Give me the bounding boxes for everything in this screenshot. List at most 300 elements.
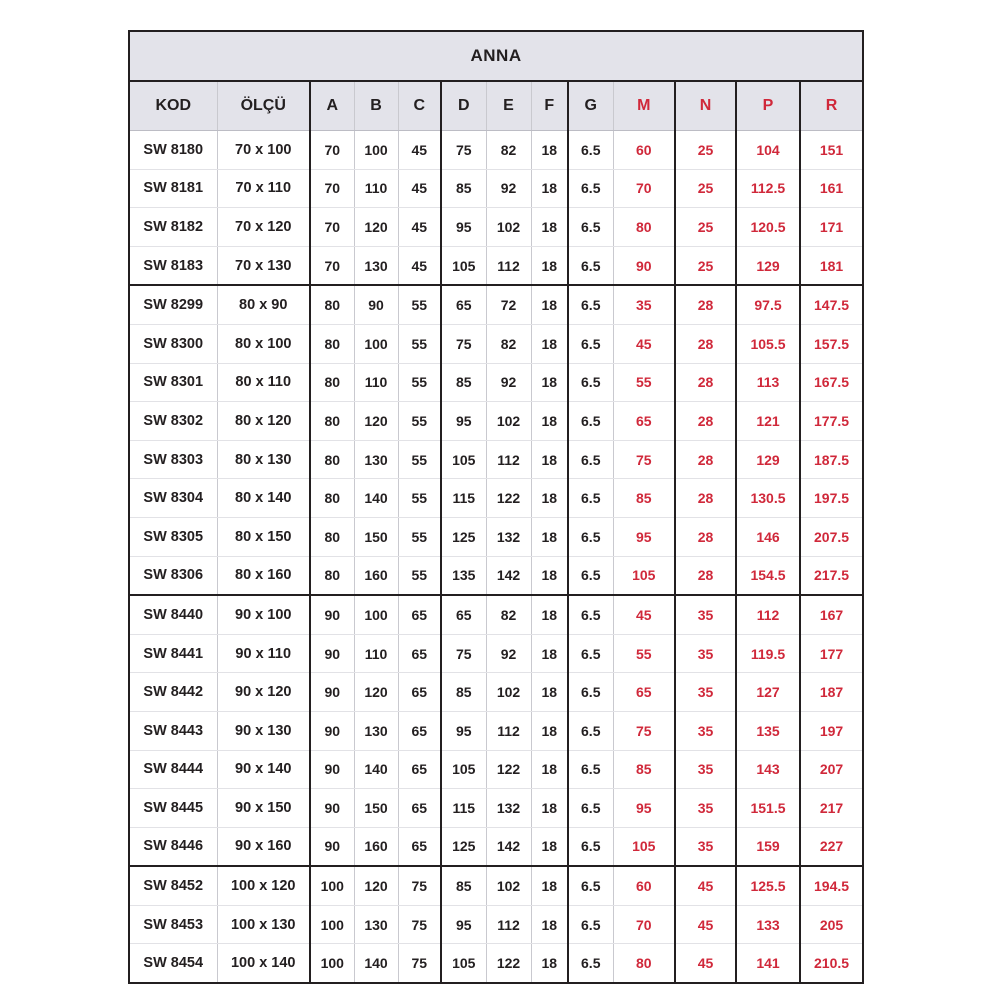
cell-d: 85 — [441, 866, 486, 905]
table-row — [129, 479, 863, 518]
cell-c: 45 — [398, 131, 441, 170]
cell-r: 151 — [800, 131, 863, 170]
cell-e: 82 — [486, 324, 531, 363]
cell-m: 105 — [613, 556, 675, 595]
cell-a: 80 — [310, 363, 354, 402]
cell-c: 55 — [398, 324, 441, 363]
cell-c: 55 — [398, 556, 441, 595]
cell-d: 75 — [441, 324, 486, 363]
cell-p: 146 — [736, 517, 800, 556]
cell-r: 205 — [800, 905, 863, 944]
cell-g: 6.5 — [568, 711, 613, 750]
cell-p: 151.5 — [736, 789, 800, 828]
cell-p: 112 — [736, 595, 800, 634]
cell-kod: SW 8444 — [129, 750, 217, 789]
cell-b: 130 — [354, 711, 398, 750]
cell-e: 142 — [486, 556, 531, 595]
cell-kod: SW 8443 — [129, 711, 217, 750]
cell-g: 6.5 — [568, 634, 613, 673]
cell-a: 100 — [310, 866, 354, 905]
cell-n: 35 — [675, 827, 736, 866]
cell-f: 18 — [531, 711, 568, 750]
cell-c: 65 — [398, 634, 441, 673]
cell-olcu: 90 x 140 — [217, 750, 310, 789]
cell-kod: SW 8440 — [129, 595, 217, 634]
cell-f: 18 — [531, 324, 568, 363]
table-row — [129, 363, 863, 402]
table-row — [129, 324, 863, 363]
cell-b: 120 — [354, 866, 398, 905]
cell-b: 100 — [354, 595, 398, 634]
cell-m: 95 — [613, 789, 675, 828]
column-header-n: N — [675, 81, 736, 131]
table-row — [129, 634, 863, 673]
cell-c: 55 — [398, 402, 441, 441]
cell-olcu: 90 x 150 — [217, 789, 310, 828]
cell-d: 115 — [441, 789, 486, 828]
table-title-row — [129, 31, 863, 81]
cell-m: 75 — [613, 440, 675, 479]
cell-a: 90 — [310, 673, 354, 712]
cell-g: 6.5 — [568, 944, 613, 983]
cell-e: 92 — [486, 634, 531, 673]
cell-d: 95 — [441, 711, 486, 750]
cell-f: 18 — [531, 944, 568, 983]
cell-p: 105.5 — [736, 324, 800, 363]
cell-r: 217.5 — [800, 556, 863, 595]
cell-g: 6.5 — [568, 402, 613, 441]
cell-r: 187 — [800, 673, 863, 712]
cell-g: 6.5 — [568, 905, 613, 944]
cell-n: 25 — [675, 246, 736, 285]
cell-a: 100 — [310, 905, 354, 944]
cell-g: 6.5 — [568, 789, 613, 828]
cell-r: 187.5 — [800, 440, 863, 479]
cell-kod: SW 8445 — [129, 789, 217, 828]
cell-r: 177.5 — [800, 402, 863, 441]
column-header-kod: KOD — [129, 81, 217, 131]
cell-m: 80 — [613, 944, 675, 983]
cell-olcu: 80 x 150 — [217, 517, 310, 556]
cell-p: 104 — [736, 131, 800, 170]
table-row — [129, 711, 863, 750]
specification-table-container — [128, 30, 862, 984]
cell-a: 100 — [310, 944, 354, 983]
cell-m: 70 — [613, 905, 675, 944]
cell-c: 55 — [398, 363, 441, 402]
cell-b: 140 — [354, 750, 398, 789]
cell-r: 194.5 — [800, 866, 863, 905]
cell-n: 35 — [675, 634, 736, 673]
cell-r: 177 — [800, 634, 863, 673]
cell-d: 95 — [441, 402, 486, 441]
cell-a: 90 — [310, 595, 354, 634]
cell-kod: SW 8452 — [129, 866, 217, 905]
cell-p: 120.5 — [736, 208, 800, 247]
cell-a: 90 — [310, 750, 354, 789]
cell-n: 28 — [675, 556, 736, 595]
cell-m: 75 — [613, 711, 675, 750]
cell-m: 45 — [613, 324, 675, 363]
cell-c: 55 — [398, 517, 441, 556]
table-row — [129, 131, 863, 170]
cell-n: 45 — [675, 944, 736, 983]
cell-f: 18 — [531, 905, 568, 944]
cell-e: 82 — [486, 131, 531, 170]
cell-r: 171 — [800, 208, 863, 247]
table-row — [129, 402, 863, 441]
cell-d: 105 — [441, 246, 486, 285]
cell-p: 130.5 — [736, 479, 800, 518]
cell-m: 95 — [613, 517, 675, 556]
cell-c: 65 — [398, 750, 441, 789]
cell-m: 85 — [613, 750, 675, 789]
cell-kod: SW 8299 — [129, 285, 217, 324]
cell-olcu: 70 x 120 — [217, 208, 310, 247]
cell-g: 6.5 — [568, 285, 613, 324]
cell-r: 207.5 — [800, 517, 863, 556]
cell-m: 85 — [613, 479, 675, 518]
cell-kod: SW 8446 — [129, 827, 217, 866]
cell-f: 18 — [531, 673, 568, 712]
cell-d: 75 — [441, 634, 486, 673]
cell-c: 65 — [398, 827, 441, 866]
cell-m: 65 — [613, 402, 675, 441]
cell-d: 105 — [441, 944, 486, 983]
cell-a: 90 — [310, 789, 354, 828]
cell-d: 105 — [441, 750, 486, 789]
cell-f: 18 — [531, 595, 568, 634]
column-header-m: M — [613, 81, 675, 131]
cell-g: 6.5 — [568, 750, 613, 789]
cell-p: 113 — [736, 363, 800, 402]
cell-f: 18 — [531, 866, 568, 905]
cell-p: 143 — [736, 750, 800, 789]
cell-f: 18 — [531, 208, 568, 247]
column-header-f: F — [531, 81, 568, 131]
cell-olcu: 100 x 120 — [217, 866, 310, 905]
cell-g: 6.5 — [568, 324, 613, 363]
table-row — [129, 246, 863, 285]
cell-g: 6.5 — [568, 866, 613, 905]
cell-p: 125.5 — [736, 866, 800, 905]
table-title: ANNA — [129, 31, 863, 81]
column-header-d: D — [441, 81, 486, 131]
cell-b: 150 — [354, 517, 398, 556]
cell-p: 129 — [736, 246, 800, 285]
cell-d: 115 — [441, 479, 486, 518]
cell-e: 92 — [486, 363, 531, 402]
cell-kod: SW 8441 — [129, 634, 217, 673]
cell-d: 85 — [441, 363, 486, 402]
table-row — [129, 673, 863, 712]
cell-b: 90 — [354, 285, 398, 324]
cell-f: 18 — [531, 402, 568, 441]
cell-n: 35 — [675, 595, 736, 634]
cell-d: 135 — [441, 556, 486, 595]
cell-g: 6.5 — [568, 246, 613, 285]
cell-olcu: 90 x 120 — [217, 673, 310, 712]
cell-d: 125 — [441, 827, 486, 866]
cell-olcu: 70 x 100 — [217, 131, 310, 170]
cell-a: 80 — [310, 324, 354, 363]
cell-f: 18 — [531, 556, 568, 595]
cell-kod: SW 8181 — [129, 169, 217, 208]
cell-olcu: 80 x 140 — [217, 479, 310, 518]
table-row — [129, 285, 863, 324]
cell-b: 100 — [354, 324, 398, 363]
cell-a: 90 — [310, 634, 354, 673]
cell-a: 70 — [310, 169, 354, 208]
cell-e: 112 — [486, 905, 531, 944]
cell-kod: SW 8182 — [129, 208, 217, 247]
column-header-olcu: ÖLÇÜ — [217, 81, 310, 131]
cell-d: 95 — [441, 208, 486, 247]
cell-olcu: 80 x 110 — [217, 363, 310, 402]
cell-olcu: 80 x 120 — [217, 402, 310, 441]
cell-e: 122 — [486, 944, 531, 983]
column-header-row — [129, 81, 863, 131]
cell-n: 28 — [675, 363, 736, 402]
cell-e: 102 — [486, 208, 531, 247]
cell-n: 28 — [675, 479, 736, 518]
cell-g: 6.5 — [568, 479, 613, 518]
cell-b: 140 — [354, 944, 398, 983]
cell-c: 75 — [398, 944, 441, 983]
cell-e: 92 — [486, 169, 531, 208]
cell-m: 80 — [613, 208, 675, 247]
cell-m: 65 — [613, 673, 675, 712]
cell-kod: SW 8300 — [129, 324, 217, 363]
cell-g: 6.5 — [568, 363, 613, 402]
cell-n: 45 — [675, 866, 736, 905]
cell-n: 25 — [675, 169, 736, 208]
cell-olcu: 90 x 100 — [217, 595, 310, 634]
table-row — [129, 944, 863, 983]
cell-r: 157.5 — [800, 324, 863, 363]
cell-p: 121 — [736, 402, 800, 441]
cell-olcu: 100 x 130 — [217, 905, 310, 944]
cell-g: 6.5 — [568, 208, 613, 247]
cell-olcu: 80 x 100 — [217, 324, 310, 363]
table-header — [129, 31, 863, 131]
cell-f: 18 — [531, 634, 568, 673]
cell-e: 142 — [486, 827, 531, 866]
cell-r: 217 — [800, 789, 863, 828]
cell-r: 207 — [800, 750, 863, 789]
cell-e: 72 — [486, 285, 531, 324]
cell-a: 80 — [310, 402, 354, 441]
cell-f: 18 — [531, 363, 568, 402]
cell-b: 150 — [354, 789, 398, 828]
cell-c: 65 — [398, 595, 441, 634]
cell-n: 35 — [675, 789, 736, 828]
cell-f: 18 — [531, 169, 568, 208]
table-row — [129, 208, 863, 247]
cell-b: 160 — [354, 556, 398, 595]
cell-kod: SW 8306 — [129, 556, 217, 595]
cell-d: 65 — [441, 595, 486, 634]
cell-m: 55 — [613, 634, 675, 673]
cell-g: 6.5 — [568, 131, 613, 170]
cell-m: 55 — [613, 363, 675, 402]
cell-b: 110 — [354, 363, 398, 402]
cell-olcu: 70 x 110 — [217, 169, 310, 208]
cell-c: 65 — [398, 673, 441, 712]
column-header-b: B — [354, 81, 398, 131]
cell-f: 18 — [531, 440, 568, 479]
cell-d: 105 — [441, 440, 486, 479]
cell-d: 75 — [441, 131, 486, 170]
table-row — [129, 440, 863, 479]
cell-n: 28 — [675, 440, 736, 479]
cell-p: 159 — [736, 827, 800, 866]
cell-a: 70 — [310, 246, 354, 285]
cell-g: 6.5 — [568, 595, 613, 634]
cell-kod: SW 8301 — [129, 363, 217, 402]
cell-n: 35 — [675, 673, 736, 712]
cell-b: 130 — [354, 246, 398, 285]
cell-a: 70 — [310, 208, 354, 247]
cell-r: 167.5 — [800, 363, 863, 402]
cell-e: 102 — [486, 866, 531, 905]
table-row — [129, 905, 863, 944]
cell-f: 18 — [531, 750, 568, 789]
cell-olcu: 90 x 130 — [217, 711, 310, 750]
cell-p: 133 — [736, 905, 800, 944]
table-row — [129, 866, 863, 905]
cell-kod: SW 8442 — [129, 673, 217, 712]
column-header-r: R — [800, 81, 863, 131]
cell-b: 120 — [354, 673, 398, 712]
cell-kod: SW 8302 — [129, 402, 217, 441]
product-dimensions-table — [128, 30, 864, 984]
column-header-a: A — [310, 81, 354, 131]
cell-c: 65 — [398, 789, 441, 828]
cell-e: 112 — [486, 440, 531, 479]
cell-e: 122 — [486, 750, 531, 789]
cell-olcu: 80 x 160 — [217, 556, 310, 595]
cell-kod: SW 8453 — [129, 905, 217, 944]
cell-n: 35 — [675, 711, 736, 750]
cell-e: 102 — [486, 673, 531, 712]
cell-e: 102 — [486, 402, 531, 441]
cell-e: 82 — [486, 595, 531, 634]
cell-b: 130 — [354, 905, 398, 944]
cell-g: 6.5 — [568, 169, 613, 208]
cell-n: 28 — [675, 517, 736, 556]
cell-g: 6.5 — [568, 827, 613, 866]
cell-c: 55 — [398, 479, 441, 518]
cell-p: 97.5 — [736, 285, 800, 324]
cell-n: 28 — [675, 324, 736, 363]
cell-r: 197 — [800, 711, 863, 750]
table-row — [129, 827, 863, 866]
cell-b: 160 — [354, 827, 398, 866]
cell-a: 80 — [310, 479, 354, 518]
table-row — [129, 789, 863, 828]
column-header-p: P — [736, 81, 800, 131]
cell-a: 90 — [310, 711, 354, 750]
column-header-g: G — [568, 81, 613, 131]
cell-kod: SW 8180 — [129, 131, 217, 170]
cell-p: 154.5 — [736, 556, 800, 595]
cell-e: 132 — [486, 517, 531, 556]
cell-e: 122 — [486, 479, 531, 518]
cell-n: 25 — [675, 131, 736, 170]
table-row — [129, 595, 863, 634]
cell-olcu: 90 x 160 — [217, 827, 310, 866]
cell-p: 129 — [736, 440, 800, 479]
cell-b: 120 — [354, 208, 398, 247]
column-header-e: E — [486, 81, 531, 131]
cell-c: 45 — [398, 208, 441, 247]
cell-c: 65 — [398, 711, 441, 750]
cell-c: 55 — [398, 440, 441, 479]
cell-a: 90 — [310, 827, 354, 866]
cell-n: 28 — [675, 402, 736, 441]
cell-r: 167 — [800, 595, 863, 634]
cell-f: 18 — [531, 517, 568, 556]
cell-e: 112 — [486, 246, 531, 285]
cell-m: 60 — [613, 131, 675, 170]
column-header-c: C — [398, 81, 441, 131]
cell-olcu: 100 x 140 — [217, 944, 310, 983]
cell-a: 80 — [310, 440, 354, 479]
cell-f: 18 — [531, 246, 568, 285]
cell-b: 100 — [354, 131, 398, 170]
cell-r: 227 — [800, 827, 863, 866]
cell-d: 125 — [441, 517, 486, 556]
cell-kod: SW 8183 — [129, 246, 217, 285]
cell-f: 18 — [531, 789, 568, 828]
cell-m: 90 — [613, 246, 675, 285]
cell-r: 161 — [800, 169, 863, 208]
cell-f: 18 — [531, 479, 568, 518]
cell-n: 28 — [675, 285, 736, 324]
cell-m: 35 — [613, 285, 675, 324]
cell-g: 6.5 — [568, 517, 613, 556]
cell-b: 110 — [354, 634, 398, 673]
cell-g: 6.5 — [568, 556, 613, 595]
cell-c: 55 — [398, 285, 441, 324]
cell-b: 110 — [354, 169, 398, 208]
cell-p: 135 — [736, 711, 800, 750]
cell-p: 127 — [736, 673, 800, 712]
cell-f: 18 — [531, 285, 568, 324]
cell-d: 95 — [441, 905, 486, 944]
cell-r: 197.5 — [800, 479, 863, 518]
cell-olcu: 80 x 90 — [217, 285, 310, 324]
cell-kod: SW 8303 — [129, 440, 217, 479]
cell-f: 18 — [531, 827, 568, 866]
cell-g: 6.5 — [568, 440, 613, 479]
cell-c: 75 — [398, 866, 441, 905]
cell-e: 132 — [486, 789, 531, 828]
table-body — [129, 131, 863, 984]
table-row — [129, 517, 863, 556]
cell-d: 85 — [441, 673, 486, 712]
cell-p: 112.5 — [736, 169, 800, 208]
cell-a: 80 — [310, 556, 354, 595]
cell-b: 140 — [354, 479, 398, 518]
cell-olcu: 70 x 130 — [217, 246, 310, 285]
cell-kod: SW 8304 — [129, 479, 217, 518]
table-row — [129, 556, 863, 595]
cell-n: 25 — [675, 208, 736, 247]
cell-d: 85 — [441, 169, 486, 208]
cell-r: 181 — [800, 246, 863, 285]
